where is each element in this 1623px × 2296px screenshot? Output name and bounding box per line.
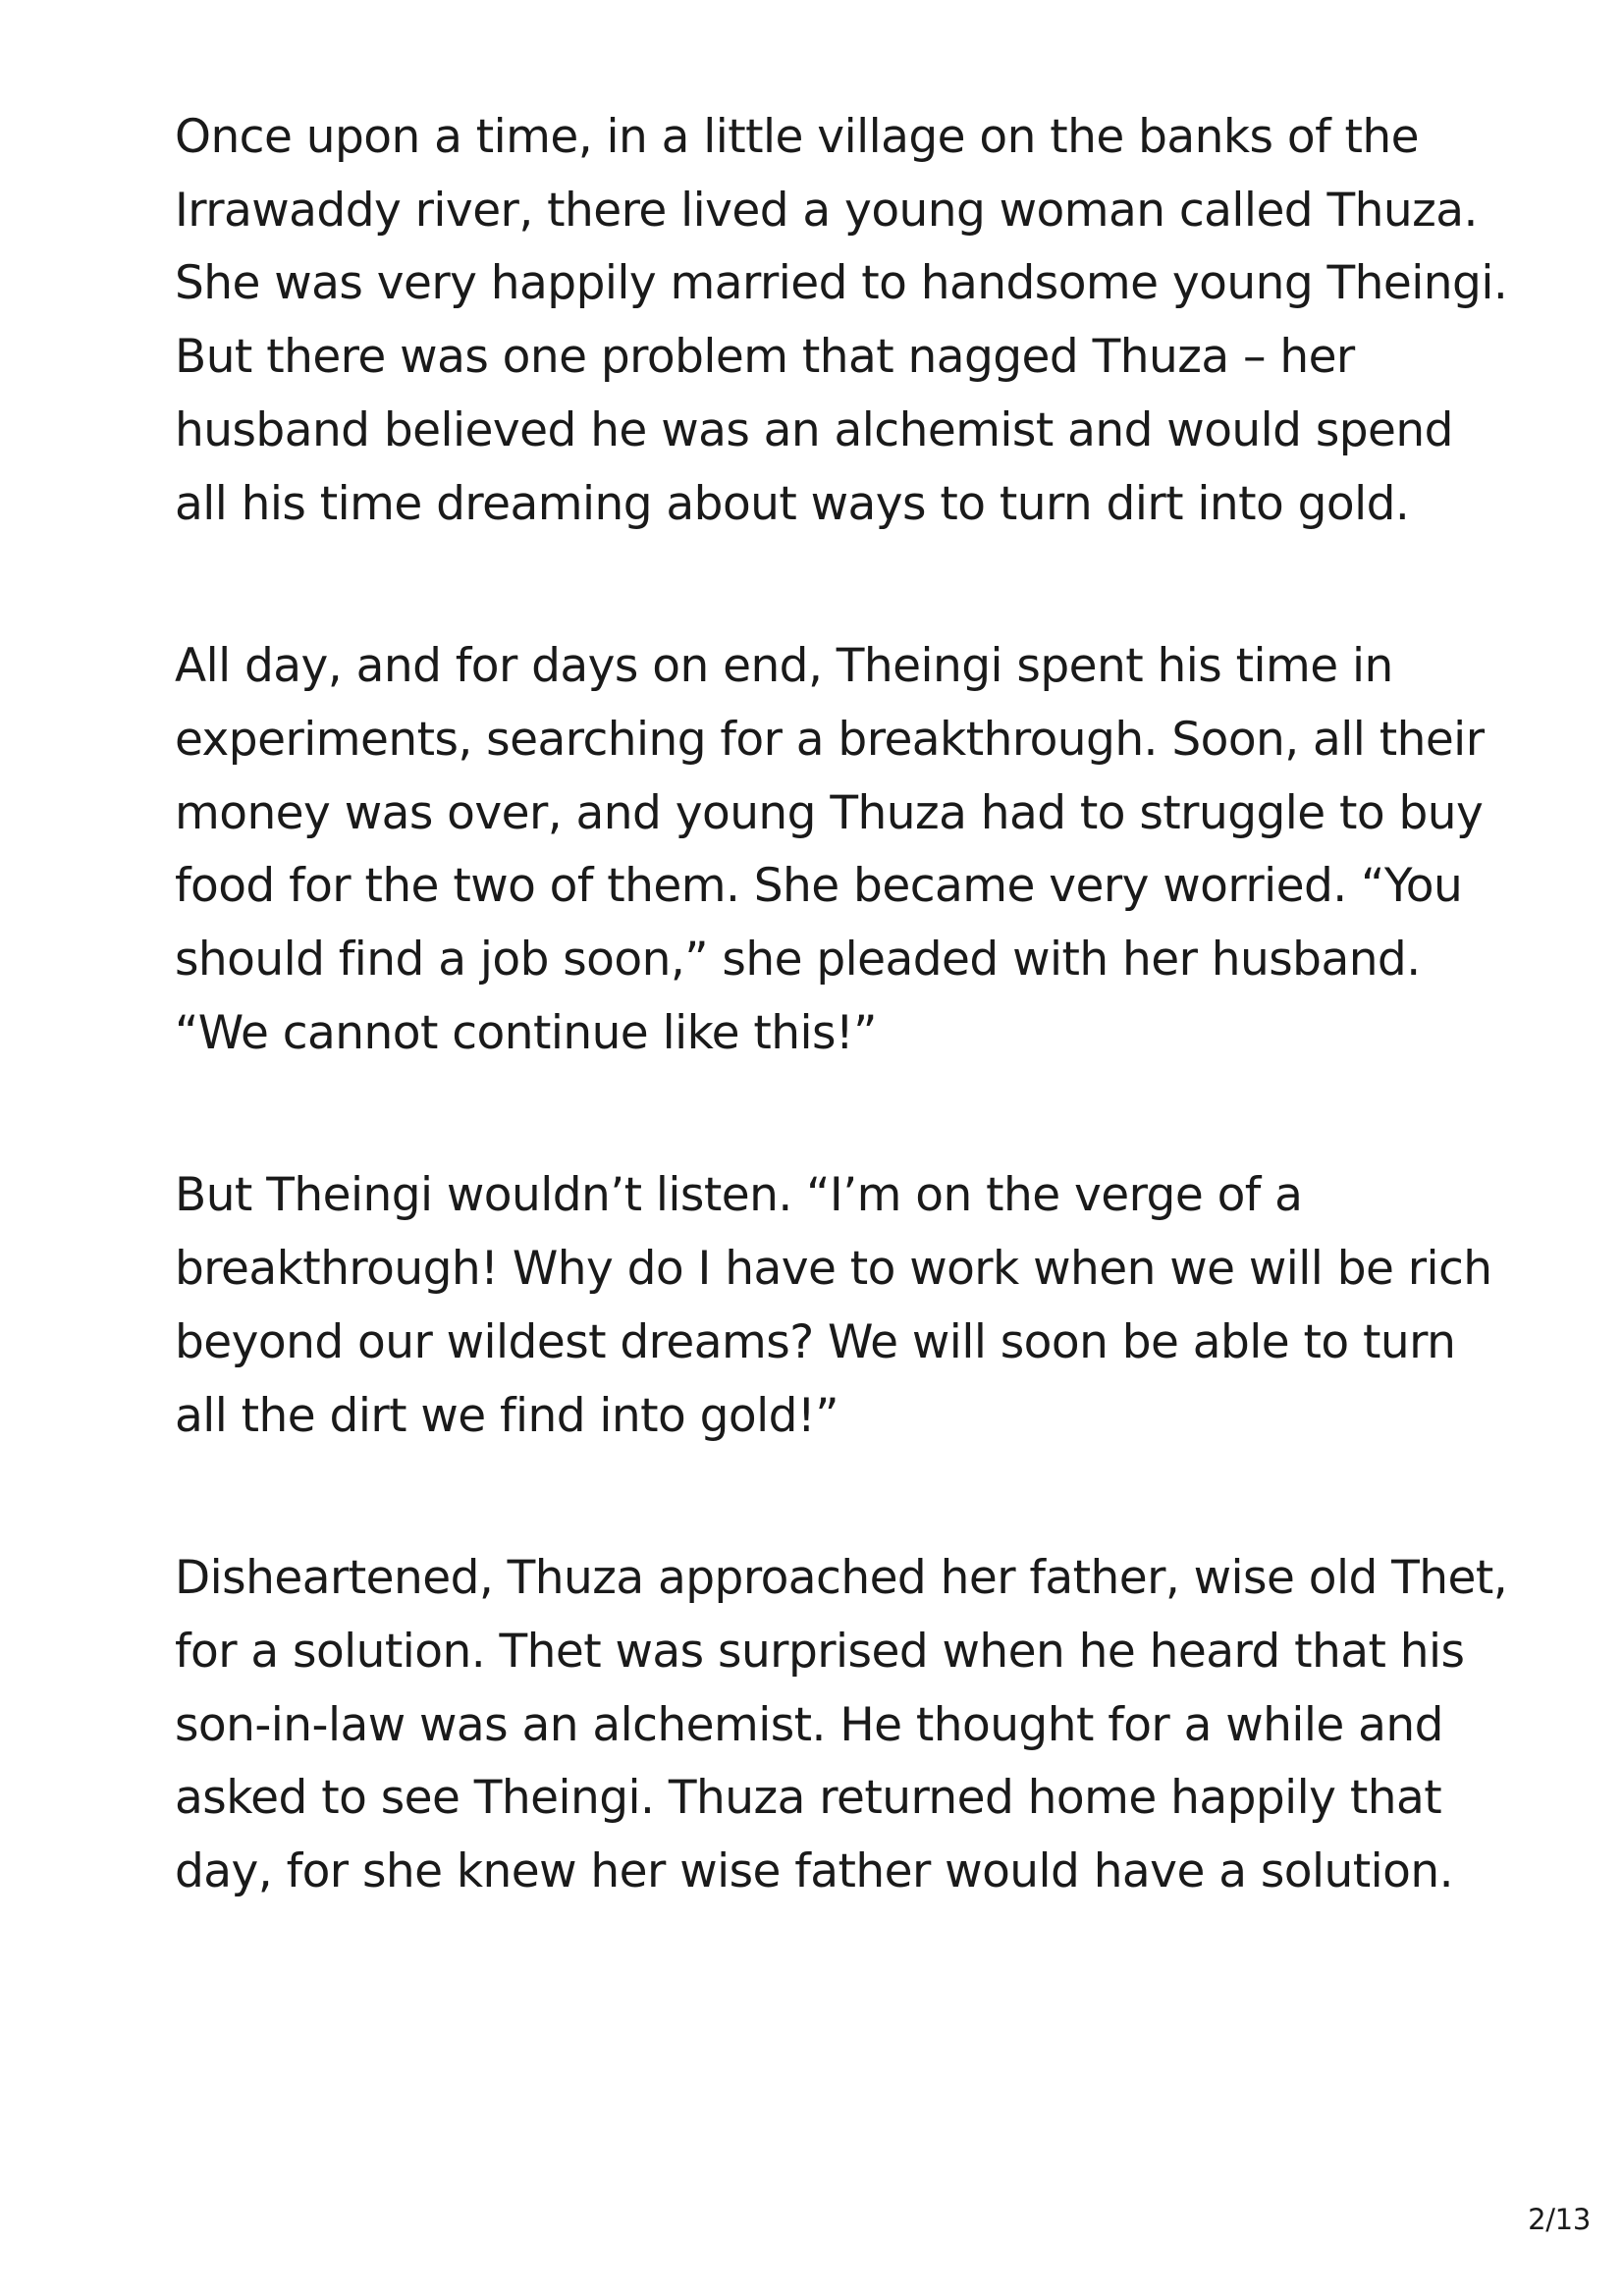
- text-line: Once upon a time, in a little village on the banks of the: [175, 110, 1419, 164]
- text-line: money was over, and young Thuza had to struggle to buy: [175, 785, 1484, 840]
- text-line: experiments, searching for a breakthrough. Soon, all their: [175, 712, 1485, 767]
- paragraph-1: [175, 101, 1549, 541]
- paragraph-2: [175, 630, 1549, 1070]
- text-line: All day, and for days on end, Theingi spent his time in: [175, 639, 1393, 694]
- text-line: son-in-law was an alchemist. He thought for a while and: [175, 1697, 1443, 1752]
- text-line: Irrawaddy river, there lived a young woman called Thuza.: [175, 183, 1478, 238]
- text-line: Disheartened, Thuza approached her father, wise old Thet,: [175, 1551, 1508, 1606]
- paragraph-3: [175, 1159, 1549, 1453]
- text-line: “We cannot continue like this!”: [175, 1005, 877, 1060]
- text-line: But there was one problem that nagged Thuza – her: [175, 330, 1355, 385]
- paragraph-4: [175, 1542, 1549, 1909]
- text-line: day, for she knew her wise father would have a solution.: [175, 1844, 1453, 1899]
- text-line: beyond our wildest dreams? We will soon be able to turn: [175, 1314, 1456, 1369]
- text-line: all his time dreaming about ways to turn dirt into gold.: [175, 476, 1410, 531]
- text-line: breakthrough! Why do I have to work when we will be rich: [175, 1242, 1492, 1297]
- text-line: But Theingi wouldn’t listen. “I’m on the verge of a: [175, 1168, 1303, 1223]
- text-line: for a solution. Thet was surprised when he heard that his: [175, 1624, 1465, 1679]
- page-number: 2/13: [1528, 2203, 1591, 2236]
- story-text: [175, 101, 1549, 1999]
- text-line: She was very happily married to handsome young Theingi.: [175, 256, 1508, 311]
- text-line: husband believed he was an alchemist and would spend: [175, 402, 1453, 457]
- text-line: should find a job soon,” she pleaded with her husband.: [175, 933, 1421, 988]
- text-line: asked to see Theingi. Thuza returned home happily that: [175, 1771, 1442, 1826]
- text-line: all the dirt we find into gold!”: [175, 1388, 839, 1443]
- text-line: food for the two of them. She became very worried. “You: [175, 859, 1463, 914]
